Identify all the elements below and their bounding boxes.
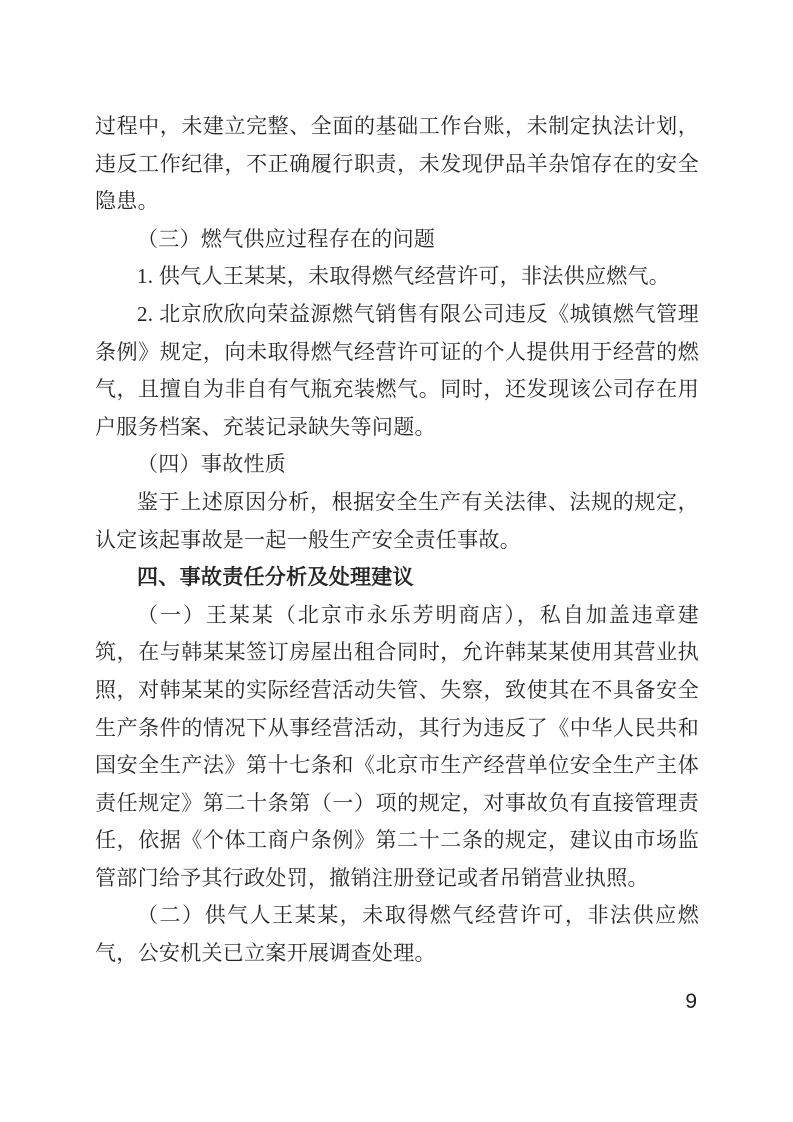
- paragraph-responsibility-item-2: （二）供气人王某某，未取得燃气经营许可，非法供应燃气，公安机关已立案开展调查处理。: [95, 903, 699, 966]
- list-item-2-gas-company-violation: 2. 北京欣欣向荣益源燃气销售有限公司违反《城镇燃气管理条例》规定，向未取得燃气经营许可证的个人提供用于经营的燃气，且擅自为非自有气瓶充装燃气。同时，还发现该公司存在用户服务档案、充装记录缺失等问题。: [95, 301, 699, 439]
- paragraph-responsibility-item-1: （一）王某某（北京市永乐芳明商店），私自加盖违章建筑，在与韩某某签订房屋出租合同时，允许韩某某使用其营业执照，对韩某某的实际经营活动失管、失察，致使其在不具备安全生产条件的情况下从事经营活动，其行为违反了《中华人民共和国安全生产法》第十七条和《北京市生产经营单位安全生产主体责任规定》第二十条第（一）项的规定，对事故负有直接管理责任，依据《个体工商户条例》第二十二条的规定，建议由市场监管部门给予其行政处罚，撤销注册登记或者吊销营业执照。: [95, 602, 699, 890]
- section-heading-4-responsibility-analysis: 四、事故责任分析及处理建议: [137, 566, 414, 590]
- paragraph-accident-nature-conclusion: 鉴于上述原因分析，根据安全生产有关法律、法规的规定，认定该起事故是一起一般生产安全责任事故。: [95, 489, 699, 552]
- page-number: 9: [685, 990, 697, 1013]
- subheading-section-3-gas-supply-problems: （三）燃气供应过程存在的问题: [137, 226, 436, 251]
- subheading-section-4-accident-nature: （四）事故性质: [137, 452, 287, 477]
- paragraph-continuation-law-enforcement: 过程中，未建立完整、全面的基础工作台账，未制定执法计划，违反工作纪律，不正确履行职责，未发现伊品羊杂馆存在的安全隐患。: [95, 114, 699, 214]
- list-item-1-gas-supplier: 1. 供气人王某某，未取得燃气经营许可，非法供应燃气。: [137, 264, 671, 289]
- document-body: [95, 108, 699, 973]
